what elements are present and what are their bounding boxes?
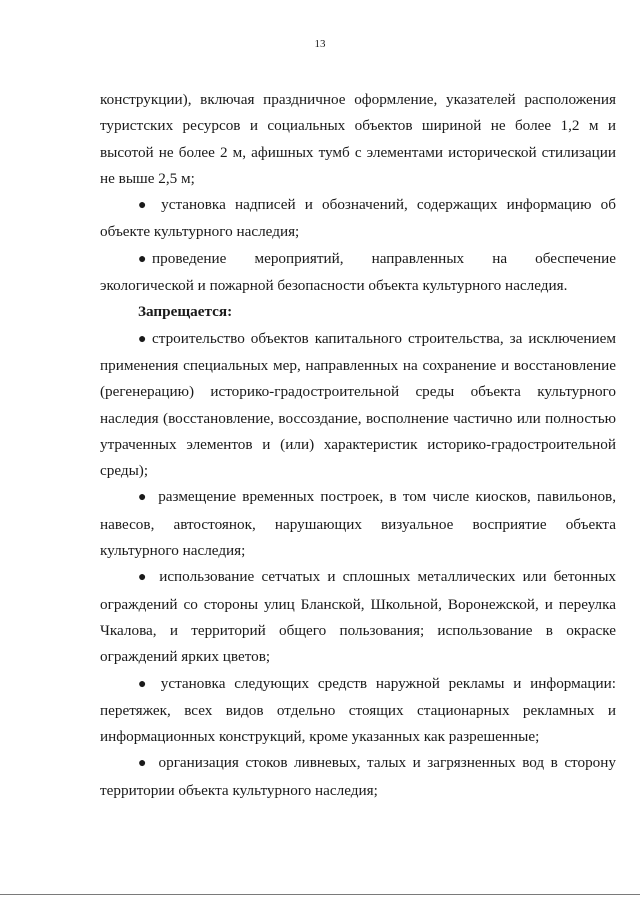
- bullet-icon: ●: [138, 756, 147, 772]
- prohibited-item: [100, 671, 616, 751]
- allowed-item-text: проведение мероприятий, направленных на обеспечение экологической и пожарной безопасности объекта культурного наследия.: [100, 249, 616, 295]
- bullet-icon: ●: [138, 331, 147, 347]
- bullet-icon: ●: [138, 490, 147, 506]
- page-number: 13: [314, 38, 326, 50]
- prohibited-item-text: организация стоков ливневых, талых и загрязненных вод в сторону территории объекта культурного наследия;: [100, 754, 616, 799]
- allowed-item: [100, 246, 616, 300]
- allowed-item: [100, 192, 616, 246]
- prohibited-item-text: строительство объектов капитального строительства, за исключением применения специальных мер, направленных на сохранение и восстановление (регенерацию) историко-градостроительной среды объекта культурного наследия (восстановление, воссоздание, восполнение частично или полностью утраченных элементов и (или) характеристик историко-градостроительной среды);: [100, 329, 616, 480]
- prohibited-item-text: использование сетчатых и сплошных металлических или бетонных ограждений со стороны улиц Бланской, Школьной, Воронежской, и переулка Чкалова, и территорий общего пользования; использование в окраске ограждений ярких цветов;: [100, 568, 616, 666]
- prohibited-item: [100, 564, 616, 670]
- prohibited-item: [100, 484, 616, 564]
- prohibited-heading: Запрещается:: [138, 303, 233, 321]
- prohibited-item: [100, 750, 616, 804]
- prohibited-item-text: размещение временных построек, в том числе киосков, павильонов, навесов, автостоянок, нарушающих визуальное восприятие объекта культурного наследия;: [100, 488, 617, 560]
- bullet-icon: ●: [138, 676, 147, 692]
- allowed-item-text: установка надписей и обозначений, содержащих информацию об объекте культурного наследия;: [100, 196, 616, 241]
- bullet-icon: ●: [138, 198, 147, 214]
- bullet-icon: ●: [138, 251, 147, 267]
- prohibited-item-text: установка следующих средств наружной рекламы и информации: перетяжек, всех видов отдельно стоящих стационарных рекламных и информационных конструкций, кроме указанных как разрешенные;: [100, 674, 616, 746]
- bullet-icon: ●: [138, 570, 147, 586]
- prohibited-item: [100, 326, 616, 485]
- document-body: [100, 87, 616, 804]
- intro-paragraph: конструкции), включая праздничное оформление, указателей расположения туристских ресурсов и социальных объектов шириной не более 1,2 м и высотой не более 2 м, афишных тумб с элементами исторической стилизации не выше 2,5 м;: [100, 91, 616, 187]
- page-bottom-rule: [0, 894, 640, 895]
